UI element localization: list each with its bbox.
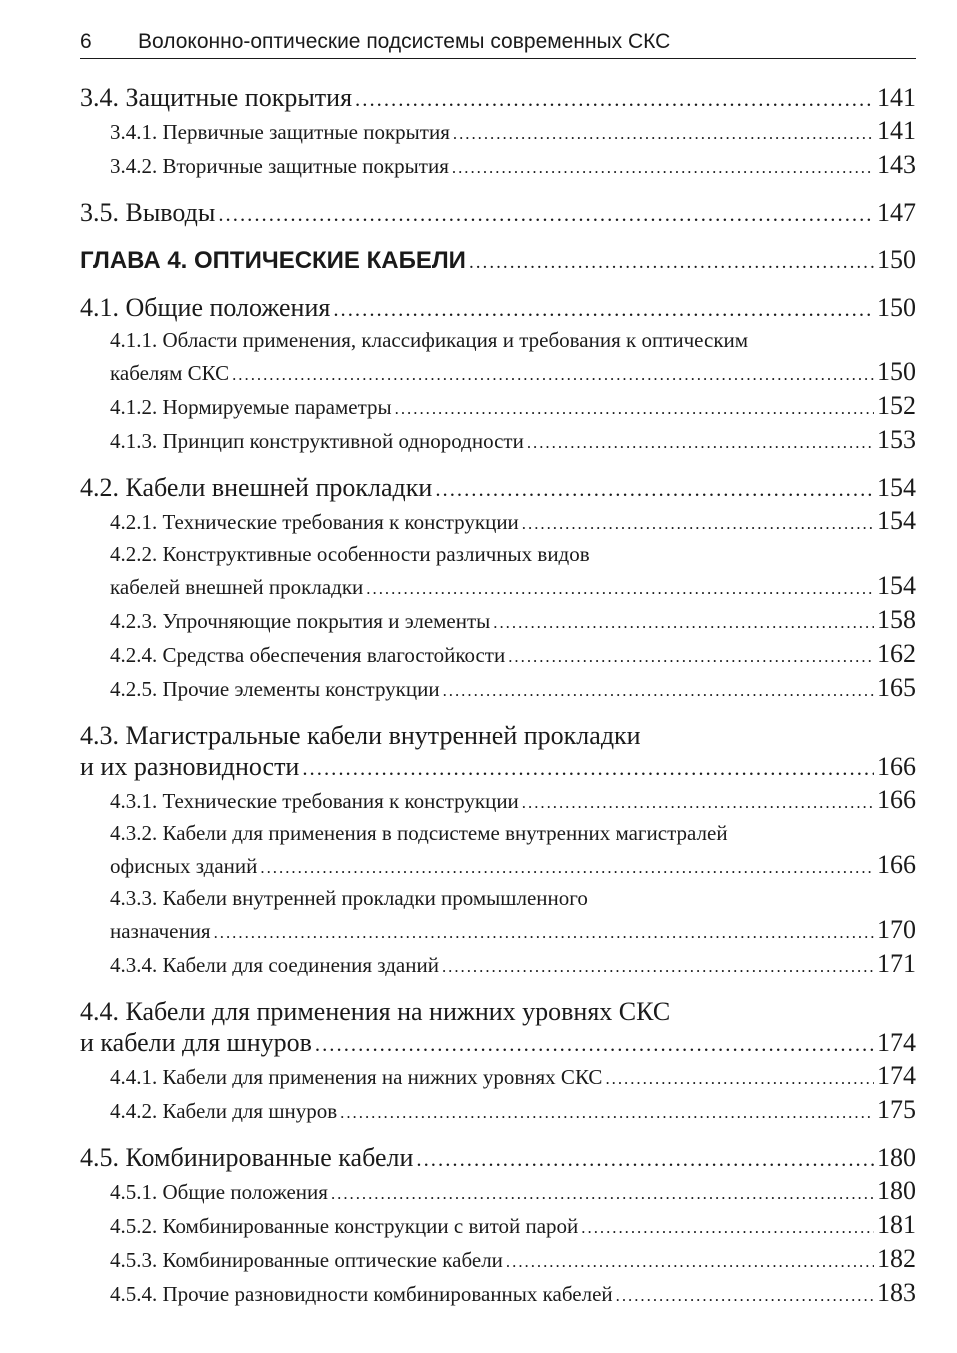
toc-entry-subsection[interactable]	[80, 1277, 916, 1311]
toc-entry-label: назначения	[110, 919, 211, 943]
dot-leader	[605, 1063, 874, 1094]
toc-entry-section[interactable]	[80, 1142, 916, 1175]
toc-entry-page: 166	[877, 850, 916, 879]
dot-leader	[416, 1144, 874, 1175]
toc-entry-section[interactable]	[80, 292, 916, 325]
toc-entry-subsection[interactable]	[80, 115, 916, 149]
toc-entry-section[interactable]	[80, 720, 916, 784]
toc-entry-page: 162	[877, 639, 916, 668]
toc-entry-page: 174	[877, 1028, 916, 1057]
dot-leader	[331, 1178, 874, 1209]
toc-entry-page: 150	[877, 293, 916, 322]
toc-entry-page: 174	[877, 1061, 916, 1090]
dot-leader	[469, 247, 874, 278]
toc-entry-subsection[interactable]	[80, 784, 916, 818]
toc-entry-page: 154	[877, 571, 916, 600]
toc-entry-page: 150	[877, 357, 916, 386]
toc-entry-label: кабелям СКС	[110, 361, 230, 385]
toc-entry-subsection[interactable]	[80, 1209, 916, 1243]
toc-entry-page: 141	[877, 116, 916, 145]
toc-entry-label: и кабели для шнуров	[80, 1028, 312, 1057]
toc-entry-page: 175	[877, 1095, 916, 1124]
dot-leader	[260, 852, 874, 883]
toc-entry-page: 181	[877, 1210, 916, 1239]
dot-leader	[453, 118, 874, 149]
toc-entry-subsection[interactable]	[80, 539, 916, 604]
toc-entry-page: 141	[877, 83, 916, 112]
toc-entry-subsection[interactable]	[80, 638, 916, 672]
dot-leader	[302, 753, 874, 784]
toc-entry-label-line1: 4.3.3. Кабели внутренней прокладки промышленного	[110, 886, 588, 910]
toc-entry-subsection[interactable]	[80, 505, 916, 539]
dot-leader	[522, 787, 874, 818]
toc-entry-section[interactable]	[80, 472, 916, 505]
toc-entry-page: 150	[877, 245, 916, 274]
dot-leader	[522, 508, 874, 539]
toc-entry-label: 4.5.4. Прочие разновидности комбинированных кабелей	[110, 1282, 613, 1306]
dot-leader	[443, 675, 874, 706]
dot-leader	[508, 641, 874, 672]
toc-entry-subsection[interactable]	[80, 948, 916, 982]
dot-leader	[232, 359, 874, 390]
toc-entry-label-line1: 4.3. Магистральные кабели внутренней прокладки	[80, 721, 641, 750]
toc-entry-subsection[interactable]	[80, 1175, 916, 1209]
toc-entry-label: 4.2.4. Средства обеспечения влагостойкости	[110, 643, 506, 667]
toc-entry-subsection[interactable]	[80, 1060, 916, 1094]
header-running-title: Волоконно-оптические подсистемы современных СКС	[138, 30, 671, 53]
toc-entry-section[interactable]	[80, 82, 916, 115]
toc-entry-label: 4.2.5. Прочие элементы конструкции	[110, 677, 440, 701]
toc-entry-label: 4.5. Комбинированные кабели	[80, 1143, 414, 1172]
toc-entry-section[interactable]	[80, 197, 916, 230]
toc-entry-subsection[interactable]	[80, 390, 916, 424]
dot-leader	[214, 917, 874, 948]
dot-leader	[506, 1246, 874, 1277]
toc-entry-label: 4.1.2. Нормируемые параметры	[110, 395, 392, 419]
toc-entry-page: 180	[877, 1176, 916, 1205]
toc-entry-page: 143	[877, 150, 916, 179]
toc-entry-page: 180	[877, 1143, 916, 1172]
toc-entry-label: и их разновидности	[80, 752, 300, 781]
toc-entry-page: 147	[877, 198, 916, 227]
toc-entry-label: 4.5.1. Общие положения	[110, 1180, 328, 1204]
toc-entry-label: 3.4.1. Первичные защитные покрытия	[110, 120, 450, 144]
toc-entry-page: 182	[877, 1244, 916, 1273]
toc-entry-label: 4.5.3. Комбинированные оптические кабели	[110, 1248, 503, 1272]
toc-entry-label: 4.4.2. Кабели для шнуров	[110, 1099, 338, 1123]
toc-entry-label: 3.4.2. Вторичные защитные покрытия	[110, 154, 449, 178]
toc-entry-label-line1: 4.1.1. Области применения, классификация и требования к оптическим	[110, 328, 749, 352]
header-page-number: 6	[80, 30, 92, 53]
toc-entry-subsection[interactable]	[80, 325, 916, 390]
running-header	[80, 28, 916, 59]
dot-leader	[366, 573, 874, 604]
toc-entry-subsection[interactable]	[80, 1094, 916, 1128]
table-of-contents	[80, 82, 916, 1311]
toc-entry-label: 4.1. Общие положения	[80, 293, 331, 322]
toc-entry-subsection[interactable]	[80, 1243, 916, 1277]
dot-leader	[315, 1029, 874, 1060]
toc-entry-subsection[interactable]	[80, 883, 916, 948]
toc-entry-page: 170	[877, 915, 916, 944]
toc-entry-label: 4.1.3. Принцип конструктивной однородности	[110, 429, 524, 453]
dot-leader	[435, 474, 874, 505]
toc-entry-label: 3.4. Защитные покрытия	[80, 83, 353, 112]
toc-entry-page: 183	[877, 1278, 916, 1307]
toc-entry-chapter[interactable]	[80, 244, 916, 278]
toc-entry-page: 171	[877, 949, 916, 978]
toc-entry-label-line1: 4.2.2. Конструктивные особенности различных видов	[110, 542, 590, 566]
toc-entry-page: 158	[877, 605, 916, 634]
toc-entry-subsection[interactable]	[80, 424, 916, 458]
toc-entry-label: 4.2.3. Упрочняющие покрытия и элементы	[110, 609, 491, 633]
toc-entry-page: 166	[877, 785, 916, 814]
toc-entry-page: 152	[877, 391, 916, 420]
toc-entry-label: 4.2. Кабели внешней прокладки	[80, 473, 433, 502]
toc-entry-page: 166	[877, 752, 916, 781]
toc-entry-label: 4.4.1. Кабели для применения на нижних уровнях СКС	[110, 1065, 603, 1089]
toc-entry-page: 154	[877, 473, 916, 502]
toc-entry-label: 3.5. Выводы	[80, 198, 216, 227]
toc-entry-label-line1: 4.4. Кабели для применения на нижних уровнях СКС	[80, 997, 671, 1026]
toc-entry-page: 154	[877, 506, 916, 535]
toc-entry-subsection[interactable]	[80, 818, 916, 883]
toc-entry-page: 165	[877, 673, 916, 702]
toc-entry-label: 4.3.4. Кабели для соединения зданий	[110, 953, 439, 977]
toc-entry-label: 4.2.1. Технические требования к конструкции	[110, 510, 519, 534]
dot-leader	[581, 1212, 874, 1243]
dot-leader	[452, 152, 874, 183]
dot-leader	[442, 951, 874, 982]
toc-entry-label: 4.3.1. Технические требования к конструкции	[110, 789, 519, 813]
toc-entry-label: офисных зданий	[110, 854, 258, 878]
toc-entry-subsection[interactable]	[80, 149, 916, 183]
dot-leader	[218, 199, 874, 230]
dot-leader	[333, 294, 874, 325]
dot-leader	[493, 607, 874, 638]
toc-entry-label: ГЛАВА 4. ОПТИЧЕСКИЕ КАБЕЛИ	[80, 247, 466, 274]
dot-leader	[340, 1097, 874, 1128]
dot-leader	[355, 84, 874, 115]
toc-entry-label: кабелей внешней прокладки	[110, 575, 364, 599]
dot-leader	[616, 1280, 874, 1311]
dot-leader	[527, 427, 874, 458]
toc-entry-subsection[interactable]	[80, 604, 916, 638]
toc-entry-label: 4.5.2. Комбинированные конструкции с витой парой	[110, 1214, 579, 1238]
toc-entry-label-line1: 4.3.2. Кабели для применения в подсистеме внутренних магистралей	[110, 821, 728, 845]
toc-entry-subsection[interactable]	[80, 672, 916, 706]
toc-entry-section[interactable]	[80, 996, 916, 1060]
toc-entry-page: 153	[877, 425, 916, 454]
dot-leader	[395, 393, 874, 424]
